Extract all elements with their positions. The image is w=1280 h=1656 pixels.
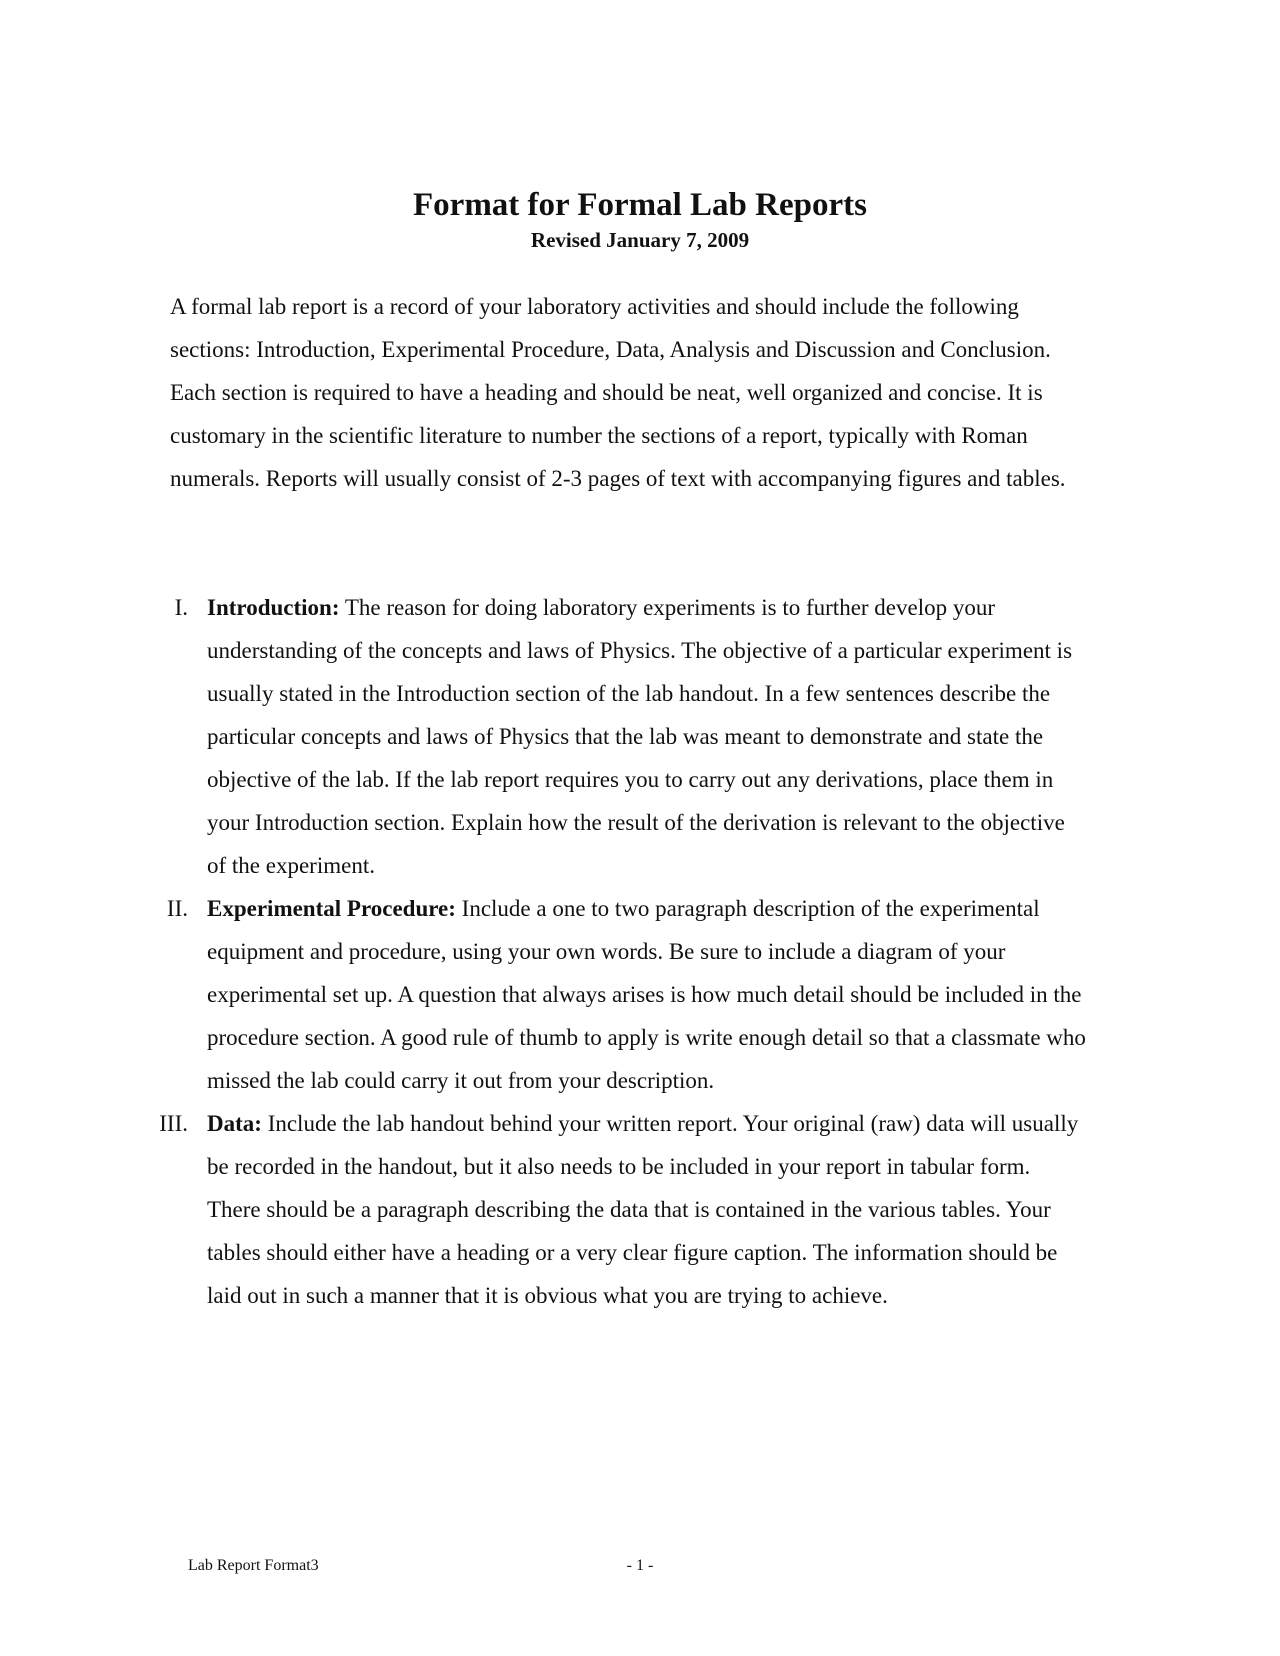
section-numeral: II. xyxy=(166,896,188,921)
section-data xyxy=(0,1102,1087,1317)
page-number: - 1 - xyxy=(626,1557,654,1574)
section-numeral: I. xyxy=(174,595,188,620)
section-heading: Data: xyxy=(207,1111,262,1136)
intro-paragraph: A formal lab report is a record of your laboratory activities and should include the following sections: Introduction, Experimental Procedure, Data, Analysis and Discussion and Conclusion. Each section is required to have a heading and should be neat, well organized and concise. It is customary in the scientific literature to number the sections of a report, typically with Roman numerals. Reports will usually consist of 2-3 pages of text with accompanying figures and tables. xyxy=(170,294,1066,491)
section-numeral: III. xyxy=(159,1111,188,1136)
section-text: The reason for doing laboratory experiments is to further develop your understanding of the concepts and laws of Physics. The objective of a particular experiment is usually stated in the Introduction section of the lab handout. In a few sentences describe the particular concepts and laws of Physics that the lab was meant to demonstrate and state the objective of the lab. If the lab report requires you to carry out any derivations, place them in your Introduction section. Explain how the result of the derivation is relevant to the objective of the experiment. xyxy=(207,595,1073,878)
section-text: Include the lab handout behind your written report. Your original (raw) data will usually be recorded in the handout, but it also needs to be included in your report in tabular form. There should be a paragraph describing the data that is contained in the various tables. Your tables should either have a heading or a very clear figure caption. The information should be laid out in such a manner that it is obvious what you are trying to achieve. xyxy=(207,1111,1079,1308)
section-heading: Experimental Procedure: xyxy=(207,896,456,921)
section-heading: Introduction: xyxy=(207,595,340,620)
footer-label: Lab Report Format3 xyxy=(188,1557,319,1574)
section-text: Include a one to two paragraph description of the experimental equipment and procedure, using your own words. Be sure to include a diagram of your experimental set up. A question that always arises is how much detail should be included in the procedure section. A good rule of thumb to apply is write enough detail so that a classmate who missed the lab could carry it out from your description. xyxy=(207,896,1086,1093)
section-experimental-procedure xyxy=(0,887,1087,1102)
section-introduction xyxy=(0,586,1087,887)
revision-date: Revised January 7, 2009 xyxy=(530,228,750,252)
section-list xyxy=(0,586,1280,1317)
document-title: Format for Formal Lab Reports xyxy=(413,187,867,223)
